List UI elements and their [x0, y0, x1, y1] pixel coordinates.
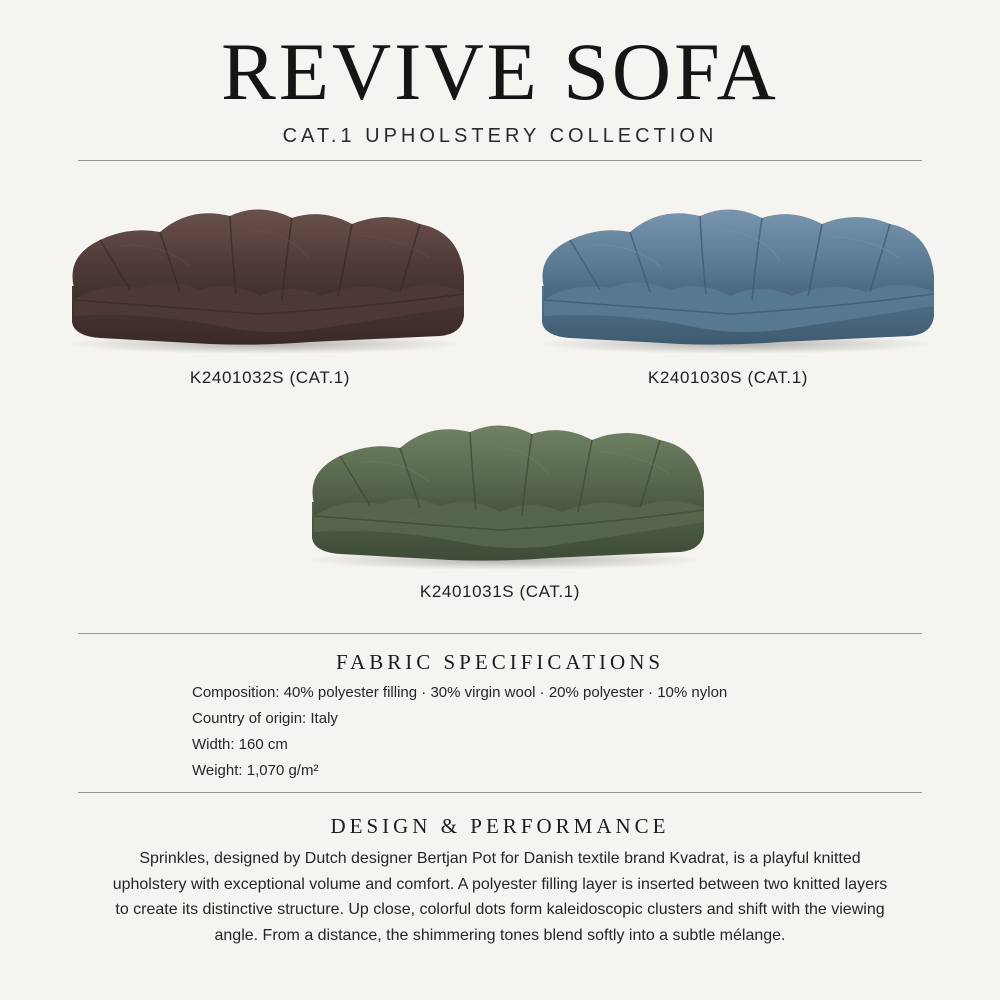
page-title: REVIVE SOFA [221, 26, 779, 117]
spec-width: Width: 160 cm [192, 736, 288, 753]
divider-bottom [78, 792, 922, 793]
design-heading: DESIGN & PERFORMANCE [330, 814, 670, 838]
sofa-image-blue [530, 196, 940, 356]
spec-composition: Composition: 40% polyester filling · 30% virgin wool · 20% polyester · 10% nylon [192, 684, 728, 701]
product-code-brown: K2401032S (CAT.1) [189, 368, 351, 387]
design-description: Sprinkles, designed by Dutch designer Bertjan Pot for Danish textile brand Kvadrat, is a playful knitted upholstery with exceptional volume and comfort. A polyester filling layer is inserted between two knitted layers to create its distinctive structure. Up close, colorful dots form kaleidoscopic clusters and shift with the viewing angle. From a distance, the shimmering tones blend softly into a subtle mélange. [112, 850, 888, 944]
product-code-green: K2401031S (CAT.1) [419, 582, 581, 601]
divider-mid [78, 633, 922, 634]
fabric-specs-heading: FABRIC SPECIFICATIONS [335, 650, 665, 674]
sofa-image-green [300, 412, 710, 572]
fabric-specs-list [192, 680, 892, 784]
sofa-image-brown [60, 196, 470, 356]
spec-weight: Weight: 1,070 g/m² [192, 762, 319, 779]
product-code-blue: K2401030S (CAT.1) [647, 368, 809, 387]
page-subtitle: CAT.1 UPHOLSTERY COLLECTION [282, 125, 718, 147]
spec-origin: Country of origin: Italy [192, 710, 338, 727]
divider-top [78, 160, 922, 161]
